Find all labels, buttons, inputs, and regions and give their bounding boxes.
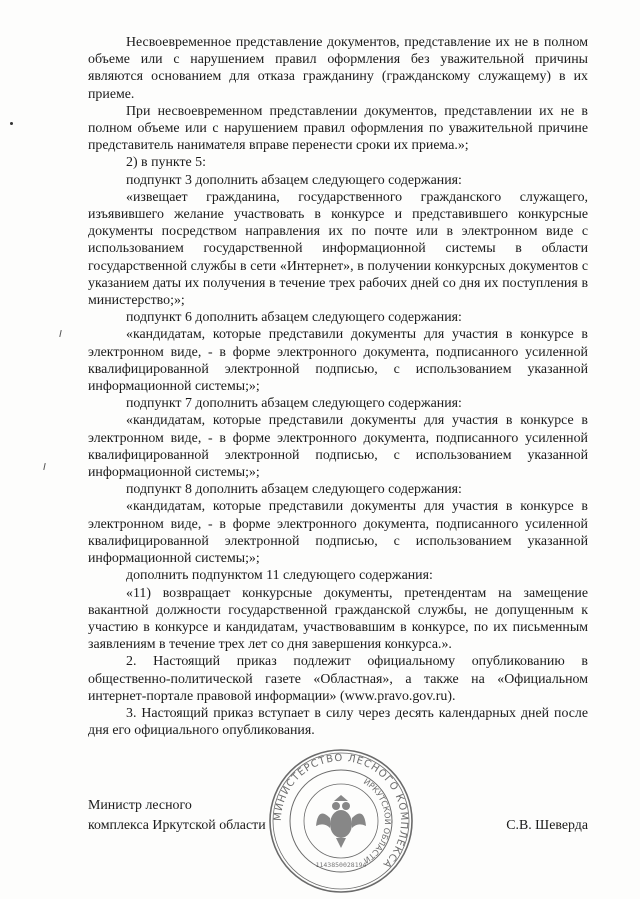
margin-mark — [59, 330, 61, 337]
signatory-title-line2: комплекса Иркутской области — [88, 818, 266, 833]
paragraph: 2) в пункте 5: — [126, 155, 206, 171]
document-body — [88, 34, 588, 739]
paragraph: «кандидатам, которые представили документы для участия в конкурсе в электронном виде, - в форме электронного документа, подписанного усиленной квалифицированной электронной подписью, с использованием указанной информационной системы;»; — [88, 499, 588, 567]
paragraph: «кандидатам, которые представили документы для участия в конкурсе в электронном виде, - в форме электронного документа, подписанного усиленной квалифицированной электронной подписью, с использованием указанной информационной системы;»; — [88, 327, 588, 395]
margin-mark — [43, 463, 45, 470]
paragraph: дополнить подпунктом 11 следующего содержания: — [126, 568, 433, 584]
signature-block — [88, 796, 588, 836]
paragraph: подпункт 8 дополнить абзацем следующего содержания: — [126, 482, 462, 498]
paragraph: «11) возвращает конкурсные документы, претендентам на замещение вакантной должности государственной гражданской службы, не допущенным к участию в конкурсе и кандидатам, участвовавшим в конкурсе, по их письменным заявлениям в течение трех лет со дня завершения конкурса.». — [88, 585, 588, 653]
stamp-outer-text: МИНИСТЕРСТВО ЛЕСНОГО КОМПЛЕКСА — [272, 752, 410, 871]
paragraph: 3. Настоящий приказ вступает в силу через десять календарных дней после дня его официального опубликования. — [88, 705, 588, 739]
paragraph: «извещает гражданина, государственного гражданского служащего, изъявившего желание участвовать в конкурсе и представившего конкурсные документы посредством направления их по почте или в электронном виде с использованием государственной информационной системы в области государственной службы в сети «Интернет», в получении конкурсных документов с указанием даты их получения в течение трех рабочих дней со дня их поступления в министерство;»; — [88, 189, 588, 309]
paragraph: При несвоевременном представлении документов, представлении их не в полном объеме или с нарушением правил оформления по уважительной причине представитель нанимателя вправе перенести сроки их приема.»; — [88, 103, 588, 154]
signatory-title-line1: Министр лесного — [88, 798, 192, 813]
margin-mark — [10, 122, 13, 125]
paragraph: Несвоевременное представление документов, представление их не в полном объеме или с нарушением правил оформления без уважительной причины являются основанием для отказа гражданину (гражданскому служащему) в их приеме. — [88, 35, 588, 102]
paragraph: 2. Настоящий приказ подлежит официальному опубликованию в общественно-политической газете «Областная», а также на «Официальном интернет-портале правовой информации» (www.pravo.gov.ru). — [88, 654, 588, 704]
paragraph: подпункт 3 дополнить абзацем следующего содержания: — [126, 172, 462, 188]
paragraph: подпункт 6 дополнить абзацем следующего содержания: — [126, 310, 462, 326]
signatory-name: С.В. Шеверда — [506, 818, 588, 833]
stamp-inner-text: ИРКУТСКОЙ ОБЛАСТИ — [361, 776, 393, 866]
stamp-number: 1143850028194 — [315, 861, 367, 869]
paragraph: подпункт 7 дополнить абзацем следующего содержания: — [126, 396, 462, 412]
paragraph: «кандидатам, которые представили документы для участия в конкурсе в электронном виде, - в форме электронного документа, подписанного усиленной квалифицированной электронной подписью, с использованием указанной информационной системы;»; — [88, 413, 588, 481]
